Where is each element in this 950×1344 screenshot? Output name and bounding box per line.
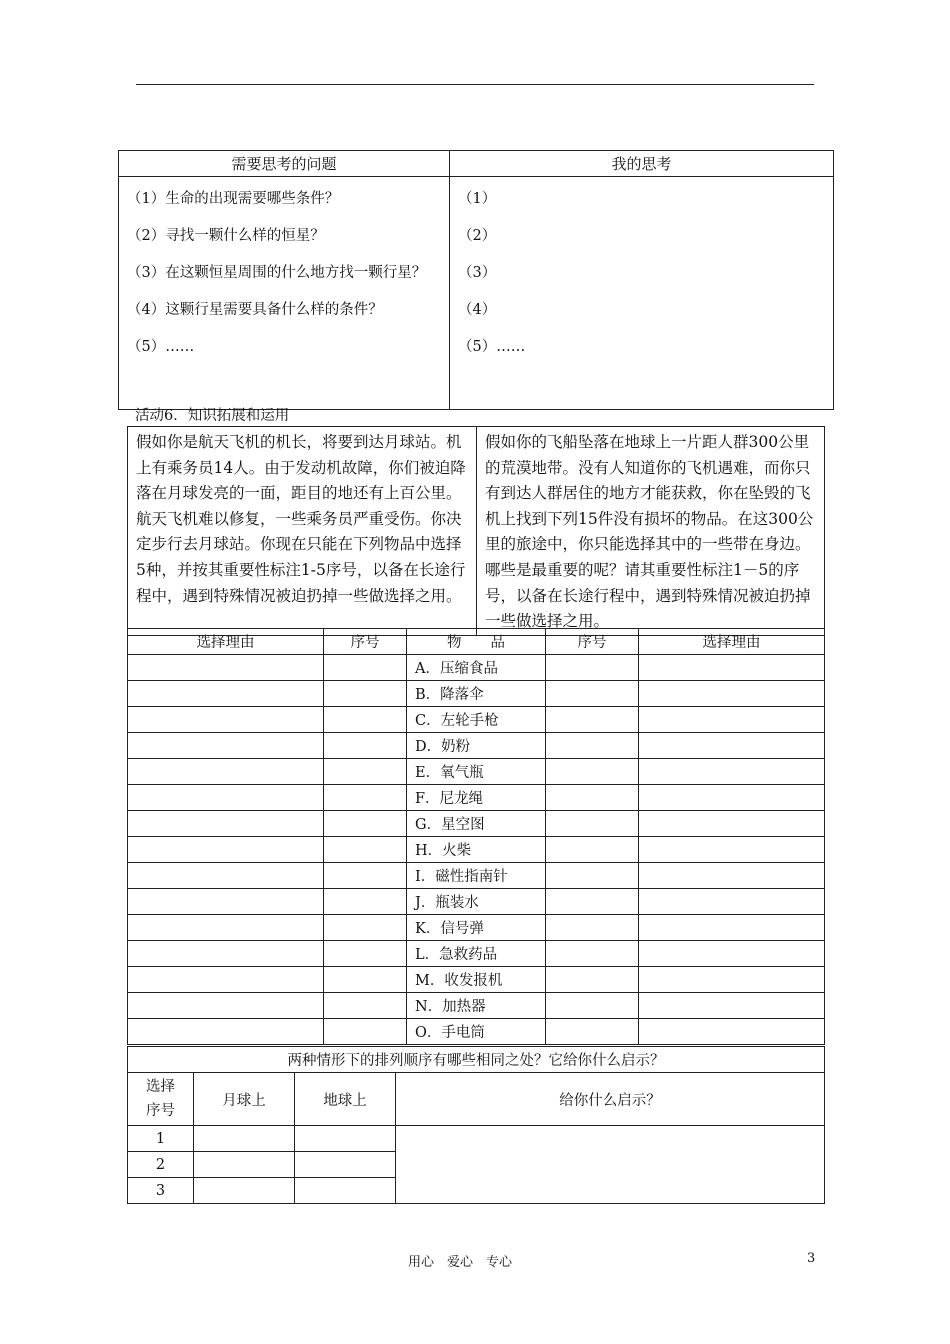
earth-answer-cell[interactable] <box>295 1178 396 1204</box>
rank-moon-cell[interactable] <box>324 655 407 681</box>
item-name: C．左轮手枪 <box>407 707 546 733</box>
rank-earth-cell[interactable] <box>546 837 639 863</box>
rank-cell: 3 <box>128 1178 194 1204</box>
item-name: K．信号弹 <box>407 915 546 941</box>
reason-earth-cell[interactable] <box>639 889 825 915</box>
item-name: G．星空图 <box>407 811 546 837</box>
earth-scenario: 假如你的飞船坠落在地球上一片距人群300公里的荒漠地带。没有人知道你的飞机遇难，而你只有到达人群居住的地方才能获救，你在坠毁的飞机上找到下列15件没有损坏的物品。在这300公里的旅途中，你只能选择其中的一些带在身边。哪些是最重要的呢？请其重要性标注1－5的序号，以备在长途行程中，遇到特殊情况被迫扔掉一些做选择之用。 <box>477 427 825 636</box>
earth-answer-cell[interactable] <box>295 1152 396 1178</box>
reason-earth-cell[interactable] <box>639 785 825 811</box>
rank-earth-cell[interactable] <box>546 785 639 811</box>
reason-moon-cell[interactable] <box>128 967 324 993</box>
rank-earth-cell[interactable] <box>546 941 639 967</box>
rank-moon-cell[interactable] <box>324 837 407 863</box>
reason-moon-cell[interactable] <box>128 707 324 733</box>
item-row <box>128 837 825 863</box>
item-name: J．瓶装水 <box>407 889 546 915</box>
reason-earth-cell[interactable] <box>639 863 825 889</box>
header-rule <box>136 84 814 85</box>
rank-earth-cell[interactable] <box>546 889 639 915</box>
rank-earth-cell[interactable] <box>546 967 639 993</box>
item-name: H．火柴 <box>407 837 546 863</box>
answer-line: （1） <box>458 191 497 207</box>
reason-earth-cell[interactable] <box>639 707 825 733</box>
rank-earth-cell[interactable] <box>546 993 639 1019</box>
col-moon: 月球上 <box>194 1073 295 1126</box>
item-name: M．收发报机 <box>407 967 546 993</box>
scenario-table <box>127 426 825 636</box>
reason-earth-cell[interactable] <box>639 915 825 941</box>
item-row <box>128 707 825 733</box>
col-item: 物 品 <box>407 629 546 655</box>
questions-cell[interactable] <box>119 177 450 410</box>
item-name: L．急救药品 <box>407 941 546 967</box>
rank-earth-cell[interactable] <box>546 655 639 681</box>
thinking-table <box>118 150 834 410</box>
earth-answer-cell[interactable] <box>295 1126 396 1152</box>
item-row <box>128 941 825 967</box>
reason-earth-cell[interactable] <box>639 733 825 759</box>
item-row <box>128 785 825 811</box>
reason-earth-cell[interactable] <box>639 837 825 863</box>
rank-moon-cell[interactable] <box>324 941 407 967</box>
item-row <box>128 681 825 707</box>
question-line: （3）在这颗恒星周围的什么地方找一颗行星？ <box>127 265 427 281</box>
rank-moon-cell[interactable] <box>324 681 407 707</box>
rank-earth-cell[interactable] <box>546 811 639 837</box>
rank-moon-cell[interactable] <box>324 707 407 733</box>
reason-earth-cell[interactable] <box>639 941 825 967</box>
rank-moon-cell[interactable] <box>324 811 407 837</box>
rank-moon-cell[interactable] <box>324 733 407 759</box>
item-row <box>128 811 825 837</box>
reason-moon-cell[interactable] <box>128 785 324 811</box>
footer-motto: 用心 爱心 专心 <box>408 1255 513 1270</box>
items-table <box>127 628 825 1045</box>
item-name: N．加热器 <box>407 993 546 1019</box>
moon-answer-cell[interactable] <box>194 1152 295 1178</box>
question-line: （1）生命的出现需要哪些条件？ <box>127 191 340 207</box>
reason-earth-cell[interactable] <box>639 655 825 681</box>
rank-earth-cell[interactable] <box>546 759 639 785</box>
rank-moon-cell[interactable] <box>324 785 407 811</box>
item-row <box>128 1019 825 1045</box>
col-earth: 地球上 <box>295 1073 396 1126</box>
reason-moon-cell[interactable] <box>128 993 324 1019</box>
rank-moon-cell[interactable] <box>324 993 407 1019</box>
reason-moon-cell[interactable] <box>128 1019 324 1045</box>
page-number: 3 <box>807 1251 816 1266</box>
answers-cell[interactable] <box>450 177 834 410</box>
answer-line: （2） <box>458 228 497 244</box>
col-rank-earth: 序号 <box>546 629 639 655</box>
reason-moon-cell[interactable] <box>128 889 324 915</box>
item-name: D．奶粉 <box>407 733 546 759</box>
rank-moon-cell[interactable] <box>324 889 407 915</box>
compare-question: 两种情形下的排列顺序有哪些相同之处？它给你什么启示？ <box>128 1047 825 1073</box>
question-line: （2）寻找一颗什么样的恒星？ <box>127 228 325 244</box>
item-row <box>128 733 825 759</box>
thinking-col-questions: 需要思考的问题 <box>119 151 450 177</box>
moon-answer-cell[interactable] <box>194 1126 295 1152</box>
answer-line: （5）…… <box>458 339 526 355</box>
rank-cell: 1 <box>128 1126 194 1152</box>
reason-moon-cell[interactable] <box>128 941 324 967</box>
reason-earth-cell[interactable] <box>639 681 825 707</box>
item-row <box>128 967 825 993</box>
reason-moon-cell[interactable] <box>128 759 324 785</box>
reason-moon-cell[interactable] <box>128 915 324 941</box>
thinking-col-answers: 我的思考 <box>450 151 834 177</box>
item-name: A．压缩食品 <box>407 655 546 681</box>
col-rank-moon: 序号 <box>324 629 407 655</box>
item-row <box>128 655 825 681</box>
rank-moon-cell[interactable] <box>324 1019 407 1045</box>
reason-earth-cell[interactable] <box>639 967 825 993</box>
reason-earth-cell[interactable] <box>639 993 825 1019</box>
rank-earth-cell[interactable] <box>546 1019 639 1045</box>
rank-moon-cell[interactable] <box>324 759 407 785</box>
item-name: B．降落伞 <box>407 681 546 707</box>
reason-moon-cell[interactable] <box>128 655 324 681</box>
compare-table <box>127 1046 825 1204</box>
rank-cell: 2 <box>128 1152 194 1178</box>
rank-moon-cell[interactable] <box>324 967 407 993</box>
question-line: （5）…… <box>127 339 195 355</box>
answer-line: （3） <box>458 265 497 281</box>
reason-moon-cell[interactable] <box>128 837 324 863</box>
moon-answer-cell[interactable] <box>194 1178 295 1204</box>
reason-moon-cell[interactable] <box>128 811 324 837</box>
rank-earth-cell[interactable] <box>546 733 639 759</box>
rank-earth-cell[interactable] <box>546 681 639 707</box>
item-row <box>128 759 825 785</box>
item-name: O．手电筒 <box>407 1019 546 1045</box>
col-reason-moon: 选择理由 <box>128 629 324 655</box>
col-insight: 给你什么启示？ <box>396 1073 825 1126</box>
reason-earth-cell[interactable] <box>639 1019 825 1045</box>
col-reason-earth: 选择理由 <box>639 629 825 655</box>
rank-moon-cell[interactable] <box>324 915 407 941</box>
activity-title: 活动6．知识拓展和运用 <box>135 408 290 424</box>
item-name: F．尼龙绳 <box>407 785 546 811</box>
item-name: I．磁性指南针 <box>407 863 546 889</box>
reason-moon-cell[interactable] <box>128 863 324 889</box>
insight-answer-cell[interactable] <box>396 1126 825 1204</box>
rank-earth-cell[interactable] <box>546 863 639 889</box>
question-line: （4）这颗行星需要具备什么样的条件？ <box>127 302 383 318</box>
rank-earth-cell[interactable] <box>546 915 639 941</box>
col-rank: 选择 序号 <box>128 1073 194 1126</box>
item-row <box>128 863 825 889</box>
reason-earth-cell[interactable] <box>639 811 825 837</box>
answer-line: （4） <box>458 302 497 318</box>
item-row <box>128 993 825 1019</box>
reason-moon-cell[interactable] <box>128 681 324 707</box>
rank-earth-cell[interactable] <box>546 707 639 733</box>
moon-scenario: 假如你是航天飞机的机长，将要到达月球站。机上有乘务员14人。由于发动机故障，你们被迫降落在月球发亮的一面，距目的地还有上百公里。航天飞机难以修复，一些乘务员严重受伤。你决定步行去月球站。你现在只能在下列物品中选择5种，并按其重要性标注1-5序号，以备在长途行程中，遇到特殊情况被迫扔掉一些做选择之用。 <box>128 427 477 636</box>
item-name: E．氧气瓶 <box>407 759 546 785</box>
reason-earth-cell[interactable] <box>639 759 825 785</box>
rank-moon-cell[interactable] <box>324 863 407 889</box>
item-row <box>128 915 825 941</box>
item-row <box>128 889 825 915</box>
reason-moon-cell[interactable] <box>128 733 324 759</box>
